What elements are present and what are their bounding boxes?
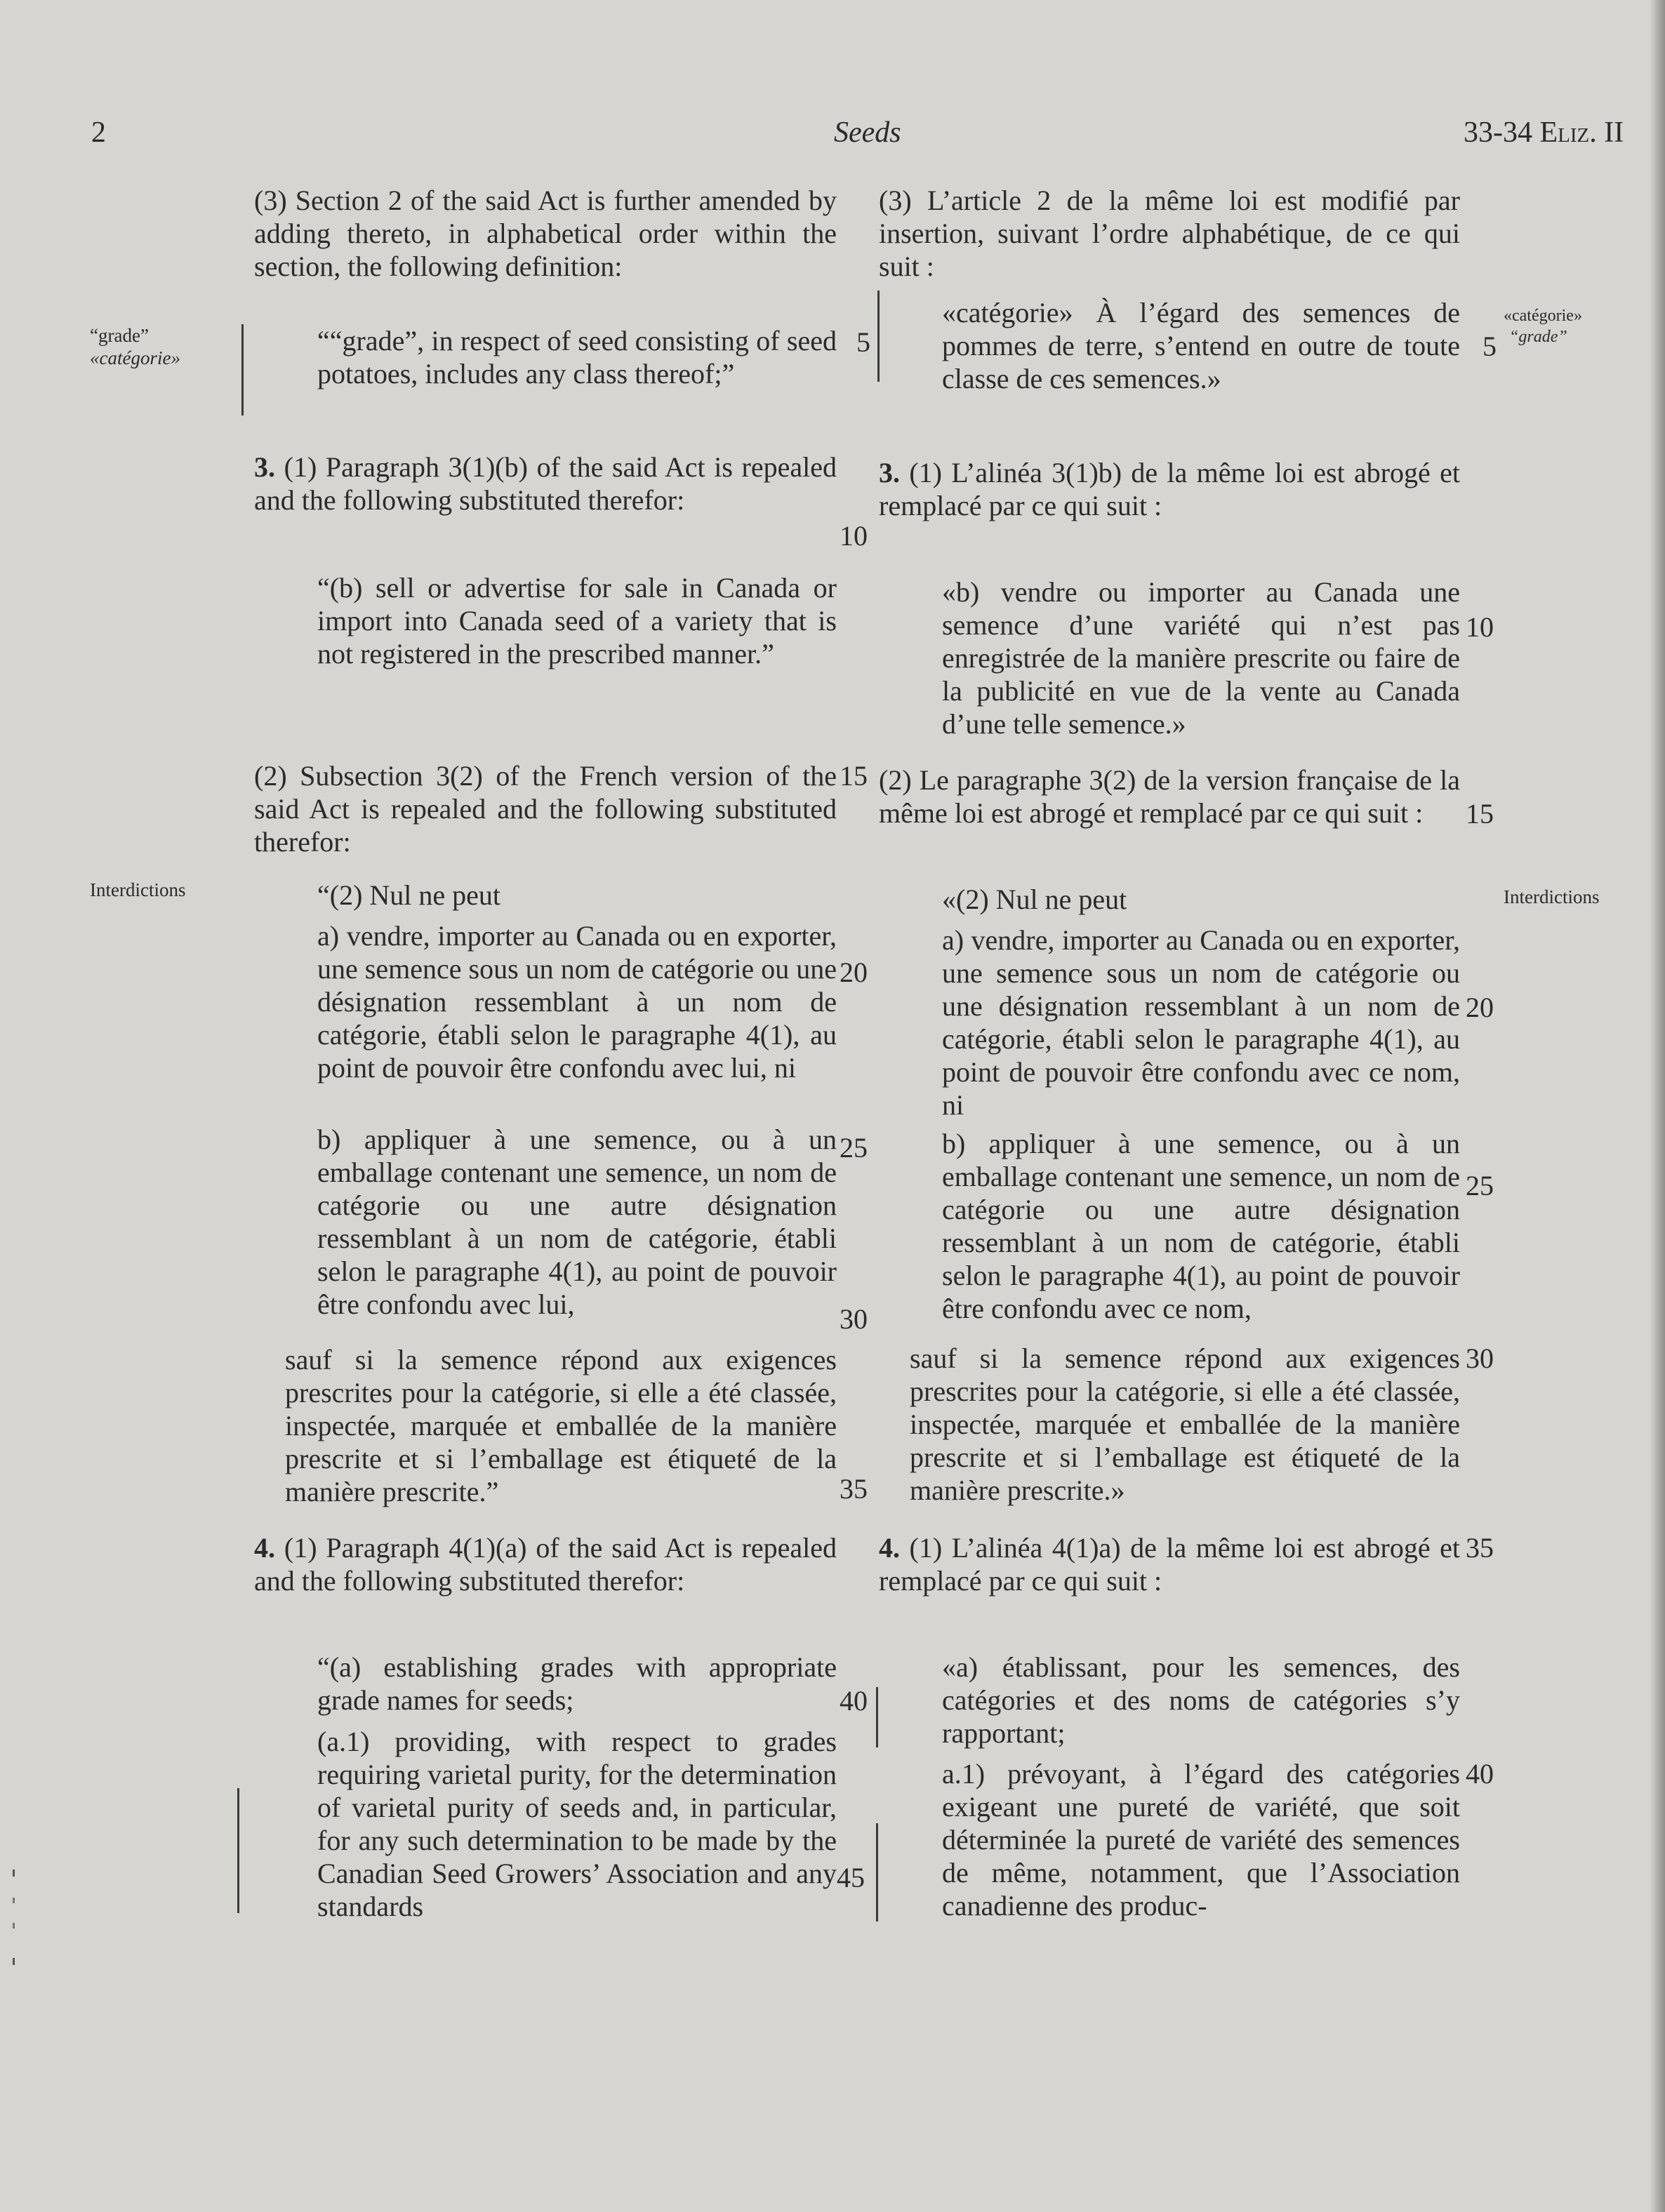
margin-note-categorie-en: “grade” bbox=[1509, 328, 1567, 346]
fr-s4 bbox=[879, 1531, 1460, 1597]
fr-s3-2-b: b) appliquer à une semence, ou à un emballage contenant une semence, un nom de catégorie ou une autre désignation ressemblant à un nom de catégorie, établi selon le paragraphe 4(1), au point de pouvoir être confondu avec ce nom, bbox=[942, 1128, 1460, 1324]
line-number-fr: 20 bbox=[1466, 992, 1494, 1023]
fr-s2-definition: «catégorie» À l’égard des semences de pommes de terre, s’entend en outre de toute classe de ces semences.» bbox=[942, 297, 1460, 394]
line-number-fr: 30 bbox=[1466, 1342, 1494, 1374]
line-number-fr: 25 bbox=[1466, 1170, 1494, 1201]
en-s3-2-head: “(2) Nul ne peut bbox=[317, 879, 501, 911]
en-s3-2-a: a) vendre, importer au Canada ou en exporter, une semence sous un nom de catégorie ou une désignation ressemblant à un nom de catégorie, établi selon le paragraphe 4(1), au point de pouvoir être confondu avec lui, ni bbox=[317, 920, 837, 1084]
margin-note-grade-fr: «catégorie» bbox=[90, 347, 180, 368]
line-number-fr: 35 bbox=[1466, 1532, 1494, 1564]
page-title: Seeds bbox=[834, 116, 901, 149]
en-s3-1-b: “(b) sell or advertise for sale in Canada or import into Canada seed of a variety that is not registered in the prescribed manner.” bbox=[317, 572, 837, 669]
en-s3-2-intro: (2) Subsection 3(2) of the French version of the said Act is repealed and the following substituted therefor: bbox=[254, 760, 837, 858]
fr-s4-a: «a) établissant, pour les semences, des catégories et des noms de catégories s’y rapportant; bbox=[942, 1651, 1460, 1749]
margin-note-interdictions-right: Interdictions bbox=[1504, 886, 1600, 907]
line-number-en: 15 bbox=[840, 760, 868, 792]
fr-s3-2-intro: (2) Le paragraphe 3(2) de la version française de la même loi est abrogé et remplacé par ce qui suit : bbox=[879, 764, 1460, 829]
margin-note-interdictions-left: Interdictions bbox=[90, 879, 186, 900]
line-number-fr: 5 bbox=[1482, 331, 1497, 362]
en-s3-1-intro: (1) Paragraph 3(1)(b) of the said Act is repealed and the following substituted therefor: bbox=[254, 451, 837, 516]
line-number-en: 5 bbox=[856, 326, 870, 358]
line-number-en: 35 bbox=[840, 1473, 868, 1505]
margin-note-categorie-fr: «catégorie» bbox=[1504, 307, 1582, 325]
line-number-fr: 15 bbox=[1466, 798, 1494, 830]
en-s3-2-b: b) appliquer à une semence, ou à un emballage contenant une semence, un nom de catégorie ou une autre désignation ressemblant à un nom de catégorie, établi selon le paragraphe 4(1), au point de pouvoir être confondu avec lui, bbox=[317, 1124, 837, 1320]
en-s4-a: “(a) establishing grades with appropriate grade names for seeds; bbox=[317, 1651, 837, 1716]
en-s4-a1: (a.1) providing, with respect to grades requiring varietal purity, for the determination of varietal purity of seeds and, in particular, for any such determination to be made by the Canadian Seed Growers’ Association and any standards bbox=[317, 1726, 837, 1922]
line-number-en: 40 bbox=[840, 1685, 868, 1717]
fr-s3-1-b: «b) vendre ou importer au Canada une semence d’une variété qui n’est pas enregistrée de la manière prescrite ou faire de la publicité en vue de la vente au Canada d’une telle semence.» bbox=[942, 576, 1460, 740]
en-s4 bbox=[254, 1531, 837, 1597]
line-number-en: 10 bbox=[840, 520, 868, 552]
line-number-en: 30 bbox=[840, 1303, 868, 1335]
en-s4-intro: (1) Paragraph 4(1)(a) of the said Act is repealed and the following substituted therefor: bbox=[254, 1532, 837, 1597]
margin-note-grade-en: “grade” bbox=[90, 325, 149, 346]
fr-s3-2-a: a) vendre, importer au Canada ou en exporter, une semence sous un nom de catégorie ou une désignation ressemblant à un nom de catégorie, établi selon le paragraphe 4(1), au point de pouvoir être confondu avec ce nom, ni bbox=[942, 924, 1460, 1121]
line-number-fr: 10 bbox=[1466, 611, 1494, 643]
binding-mark bbox=[13, 1923, 15, 1928]
en-s2-definition: ““grade”, in respect of seed consisting of seed potatoes, includes any class thereof;” bbox=[317, 325, 837, 389]
line-number-fr: 40 bbox=[1466, 1758, 1494, 1790]
fr-s4-intro: (1) L’alinéa 4(1)a) de la même loi est abrogé et remplacé par ce qui suit : bbox=[879, 1532, 1461, 1597]
line-number-en: 25 bbox=[840, 1132, 868, 1164]
fr-s4-num: 4. bbox=[879, 1532, 900, 1564]
fr-s3-2-head: «(2) Nul ne peut bbox=[942, 884, 1127, 915]
fr-s3-1 bbox=[879, 456, 1460, 522]
revision-bar bbox=[241, 324, 244, 415]
line-number-en: 20 bbox=[840, 957, 868, 988]
fr-s2-intro: (3) L’article 2 de la même loi est modifié par insertion, suivant l’ordre alphabétique, de ce qui suit : bbox=[879, 185, 1460, 282]
regnal-year: 33-34 Eliz. II bbox=[1464, 116, 1624, 149]
binding-mark bbox=[13, 1870, 15, 1877]
revision-bar bbox=[876, 1687, 878, 1747]
fr-s3-1-intro: (1) L’alinéa 3(1)b) de la même loi est abrogé et remplacé par ce qui suit : bbox=[879, 457, 1460, 521]
en-s3-1-num: 3. bbox=[254, 451, 275, 483]
en-s4-num: 4. bbox=[254, 1532, 275, 1564]
line-number-en: 45 bbox=[837, 1862, 865, 1893]
fr-s4-a1: a.1) prévoyant, à l’égard des catégories exigeant une pureté de variété, que soit déterminée la pureté de variété des semences de même, notamment, que l’Association canadienne des produc- bbox=[942, 1758, 1460, 1921]
page-edge-shadow bbox=[1650, 0, 1665, 2212]
fr-s3-2-tail: sauf si la semence répond aux exigences prescrites pour la catégorie, si elle a été classée, inspectée, marquée et emballée de la manière prescrite et si l’emballage est étiqueté de la manière prescrite.» bbox=[910, 1342, 1460, 1506]
binding-mark bbox=[13, 1958, 15, 1965]
fr-s3-1-num: 3. bbox=[879, 457, 900, 488]
binding-mark bbox=[13, 1898, 15, 1903]
en-s3-1 bbox=[254, 451, 837, 517]
revision-bar bbox=[877, 291, 880, 382]
revision-bar bbox=[237, 1788, 239, 1913]
page-number: 2 bbox=[91, 116, 106, 149]
revision-bar bbox=[876, 1823, 878, 1921]
en-s2-intro: (3) Section 2 of the said Act is further amended by adding thereto, in alphabetical order within the section, the following definition: bbox=[254, 185, 837, 282]
en-s3-2-tail: sauf si la semence répond aux exigences prescrites pour la catégorie, si elle a été classée, inspectée, marquée et emballée de la manière prescrite et si l’emballage est étiqueté de la manière prescrite.” bbox=[285, 1344, 837, 1507]
